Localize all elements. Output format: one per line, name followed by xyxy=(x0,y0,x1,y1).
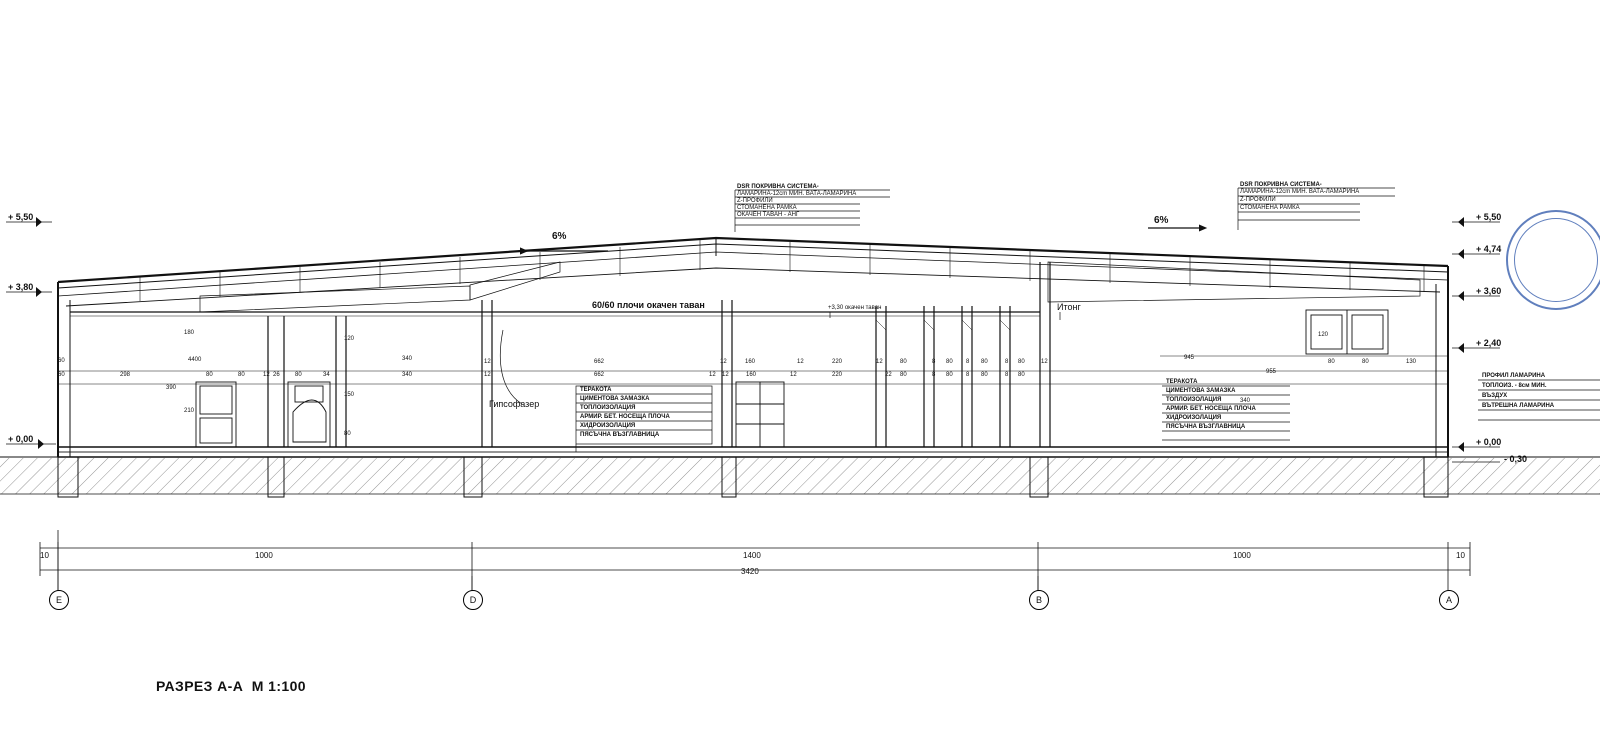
grid-axis-leaders xyxy=(58,576,1448,590)
roof-structure xyxy=(58,238,1448,312)
material-itong-label: Итонг xyxy=(1057,302,1081,312)
dimension-total: 3420 xyxy=(741,567,759,576)
material-gipsofazer-label: Гипсофазер xyxy=(489,399,540,409)
ceiling-level-note: +3,30 окачен таван xyxy=(828,305,882,311)
slope-label-right: 6% xyxy=(1154,215,1169,226)
page-title: РАЗРЕЗ А-А М 1:100 xyxy=(156,678,306,694)
approval-stamp xyxy=(1506,210,1600,310)
grid-axis-d: D xyxy=(463,590,483,610)
slope-arrows xyxy=(520,228,1200,251)
grid-axis-b: B xyxy=(1029,590,1049,610)
ceiling-note: 60/60 плочи окачен таван xyxy=(592,300,705,310)
level-markers-left xyxy=(6,217,56,449)
ground-line xyxy=(0,457,1600,494)
drawing-canvas: DSR ПОКРИВНА СИСТЕМА- ЛАМАРИНА-12cm МИН. ВАТА-ЛАМАРИНА Z-ПРОФИЛИ СТОМАНЕНА РАМКА ОКАЧЕН ТАВАН - АНГ DSR ПОКРИВНА СИСТЕМА- ЛАМАРИНА-12cm МИН. ВАТА-ЛАМАРИНА Z-ПРОФИЛИ СТОМАНЕНА РАМКА 6% 6% 60/60 плочи окачен таван +3,30 окачен таван Итонг Гипсофазер ТЕРАКОТА ЦИМЕНТОВА ЗАМАЗКА ТОПЛОИЗОЛАЦИЯ АРМИР. БЕТ. НОСЕЩА ПЛОЧА ХИДРОИЗОЛАЦИЯ ПЯСЪЧНА ВЪЗГЛАВНИЦА ТЕРАКОТА ЦИМЕНТОВА ЗАМАЗКА ТОПЛОИЗОЛАЦИЯ АРМИР. БЕТ. НОСЕЩА ПЛОЧА ХИДРОИЗОЛАЦИЯ ПЯСЪЧНА ВЪЗГЛАВНИЦА ПРОФИЛ ЛАМАРИНА ТОПЛОИЗ. - 8см МИН. ВЪЗДУХ ВЪТРЕШНА ЛАМАРИНА + 5,50 + 3,80 + 0,00 + 5,50 + 4,74 + 3,60 + 2,40 + 0,00 - 0,30 10 1000 1400 1000 10 3420 180 120 340 12 662 12 160 12 220 12 80 8 80 8 80 8 80 12 945 120 80 80 130 60 60 298 4400 390 210 80 80 12 26 80 34 150 80 340 12 662 12 12 160 12 220 22 80 8 80 8 80 8 80 955 340 E D B A РАЗРЕЗ А-А М 1:100 xyxy=(0,0,1600,736)
grid-axis-e: E xyxy=(49,590,69,610)
slope-label-left: 6% xyxy=(552,231,567,242)
grid-axis-a: A xyxy=(1439,590,1459,610)
